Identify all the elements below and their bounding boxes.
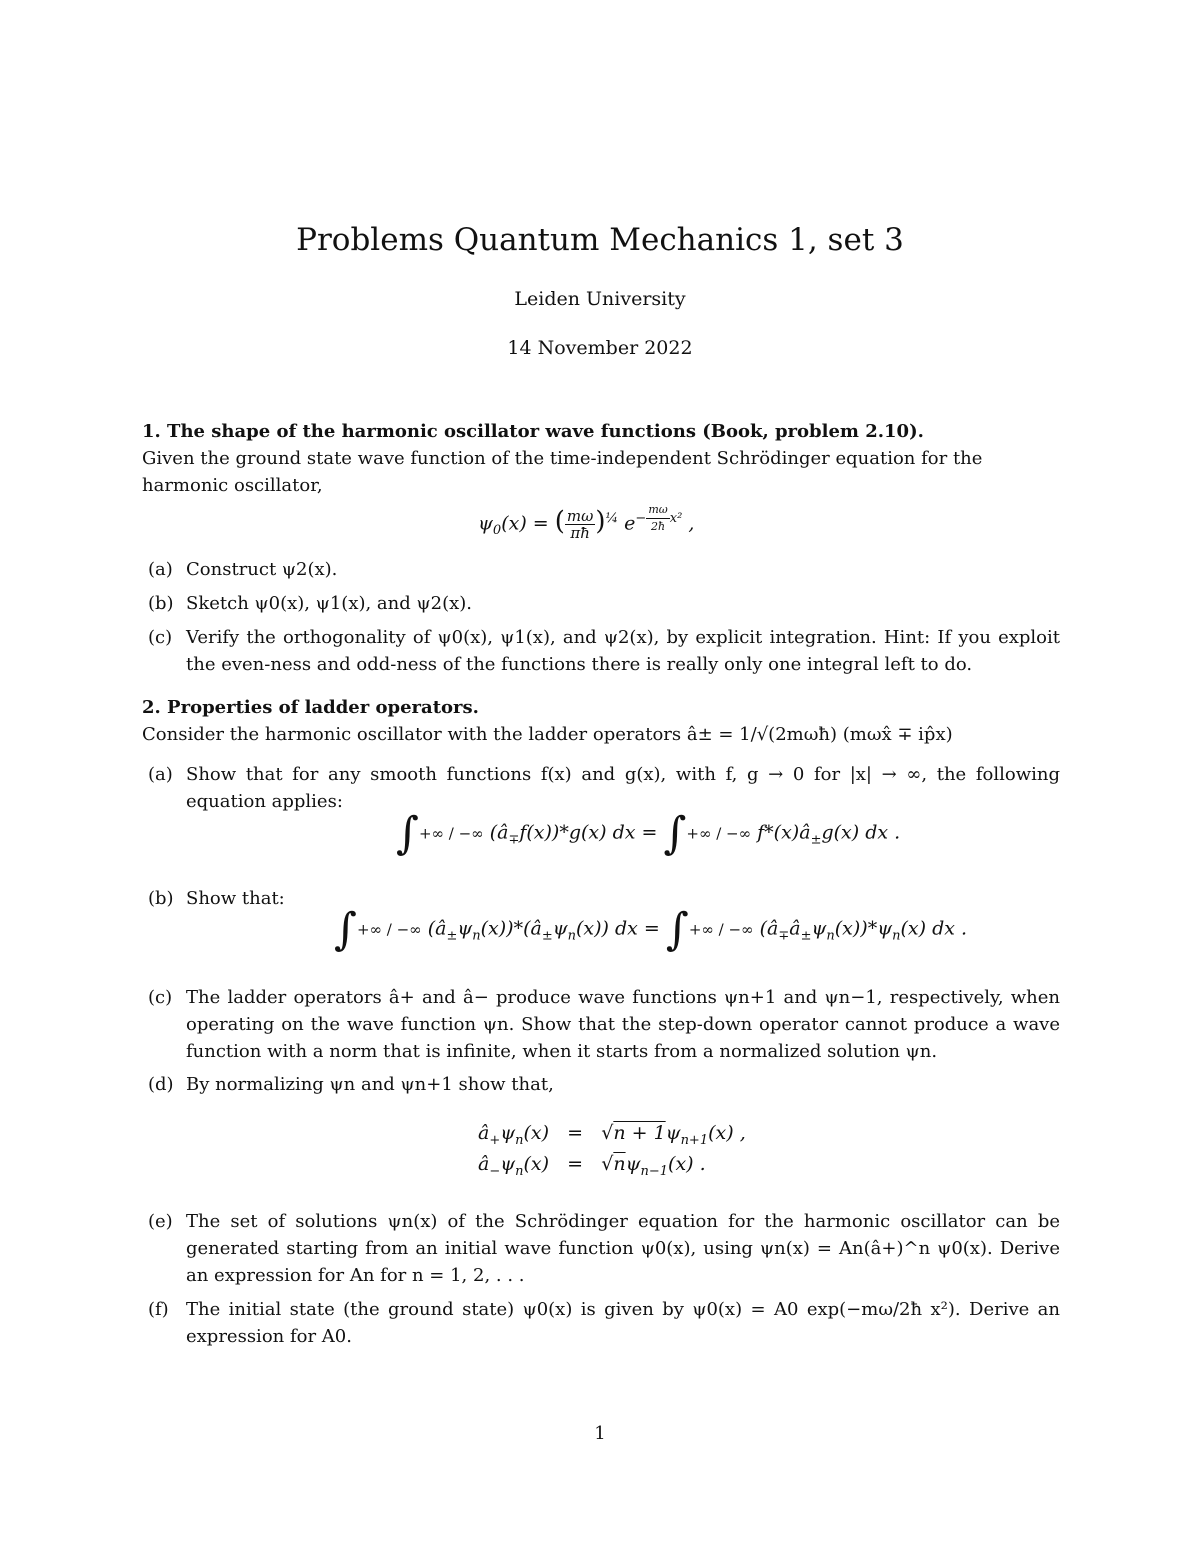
part-label: (b) xyxy=(148,888,174,909)
ground-state-equation: $\psi_0(x)$ = ( $\frac{m\omega}{\pi ħ}$ )$^{\frac{1}{4}}$ $e^{- \frac{m\omega}{2ħ} x^2}$ , xyxy=(478,503,695,542)
part-text: Verify the orthogonality of ψ0(x), ψ1(x), and ψ2(x), by explicit integration. Hint: If you exploit the even-ness and odd-ness of the functions there is really only one integral left to do. xyxy=(186,627,1060,675)
lowering-result-equation: $â_-\psi_n(x) = √n\psi_{n-1}(x)$ . xyxy=(478,1153,706,1179)
part-label: (f) xyxy=(148,1299,169,1320)
problem-2-heading: 2. Properties of ladder operators. xyxy=(142,697,479,718)
part-text: The ladder operators â+ and â− produce wave functions ψn+1 and ψn−1, respectively, when operating on the wave function ψn. Show that the step-down operator cannot produce a wave function with a norm that is infinite, when it starts from a normalized solution ψn. xyxy=(186,987,1060,1062)
part-label: (e) xyxy=(148,1211,173,1232)
part-text: Show that for any smooth functions f(x) and g(x), with f, g → 0 for |x| → ∞, the following equation applies: xyxy=(186,764,1060,812)
date: 14 November 2022 xyxy=(507,337,693,359)
part-label: (a) xyxy=(148,764,173,785)
part-label: (c) xyxy=(148,627,173,648)
part-text: By normalizing ψn and ψn+1 show that, xyxy=(186,1074,554,1095)
adjoint-equation: ∫+∞ / −∞ $(â_\mp f(x))*g(x)$ dx = ∫+∞ / −∞ $f*(x)â_\pm g(x)$ dx . xyxy=(396,808,901,859)
ladder-norm-equation: ∫+∞ / −∞ $(â_\pm\psi_n(x))*(â_\pm\psi_n(x))$ dx = ∫+∞ / −∞ $(â_\mp â_\pm\psi_n(x))*\psi_n(x)$ dx . xyxy=(334,904,968,955)
problem-1-heading: 1. The shape of the harmonic oscillator wave functions (Book, problem 2.10). xyxy=(142,421,924,442)
problem-1-intro: Given the ground state wave function of the time-independent Schrödinger equation for the harmonic oscillator, xyxy=(142,448,983,496)
part-text: The set of solutions ψn(x) of the Schrödinger equation for the harmonic oscillator can be generated starting from an initial wave function ψ0(x), using ψn(x) = An(â+)^n ψ0(x). Derive an expression for An for n = 1, 2, . . . xyxy=(186,1211,1060,1286)
page-number: 1 xyxy=(594,1423,606,1444)
part-label: (c) xyxy=(148,987,173,1008)
raising-result-equation: $â_+\psi_n(x) = √n + 1\psi_{n+1}(x)$ , xyxy=(478,1122,746,1148)
problem-2-intro: Consider the harmonic oscillator with the ladder operators â± = 1/√(2mωħ) (mωx̂ ∓ ip̂x) xyxy=(142,724,953,745)
page-title: Problems Quantum Mechanics 1, set 3 xyxy=(296,222,904,258)
part-label: (d) xyxy=(148,1074,174,1095)
part-text: Show that: xyxy=(186,888,285,909)
part-text: Sketch ψ0(x), ψ1(x), and ψ2(x). xyxy=(186,593,472,614)
part-text: Construct ψ2(x). xyxy=(186,559,338,580)
part-label: (b) xyxy=(148,593,174,614)
institution: Leiden University xyxy=(514,288,686,310)
part-text: The initial state (the ground state) ψ0(x) is given by ψ0(x) = A0 exp(−mω/2ħ x²). Derive an expression for A0. xyxy=(186,1299,1060,1347)
part-label: (a) xyxy=(148,559,173,580)
